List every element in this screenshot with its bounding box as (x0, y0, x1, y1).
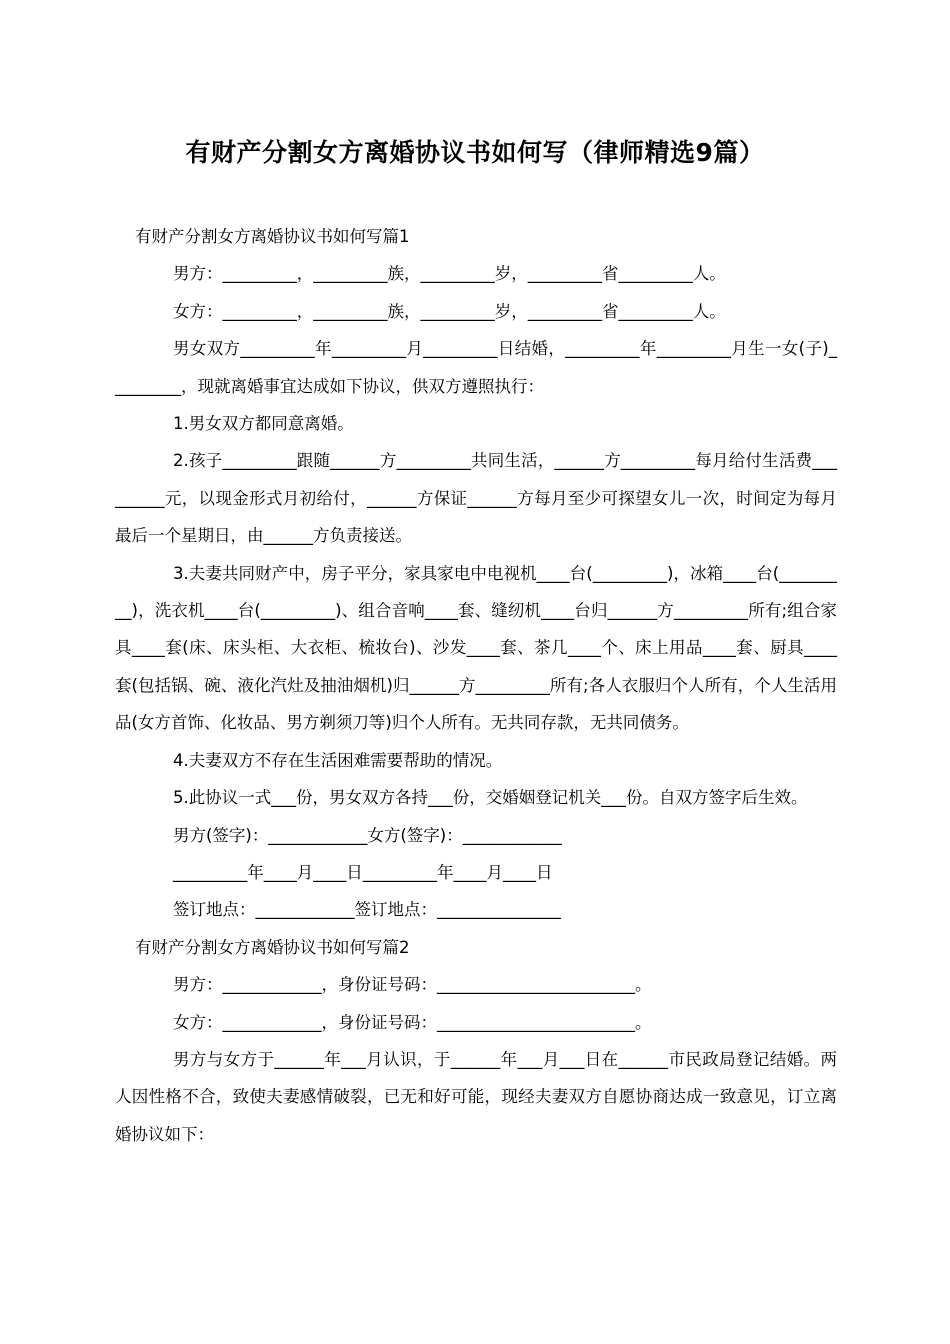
clause-4: 4.夫妻双方不存在生活困难需要帮助的情况。 (173, 750, 503, 770)
marriage-statement: 男女双方_________年_________月_________日结婚，_________年_________月生一女(子)_________，现就离婚事宜达成如下协议，供双方遵照执行： (115, 339, 837, 396)
clause-5: 5.此协议一式___份，男女双方各持___份，交婚姻登记机关___份。自双方签字后生效。 (173, 788, 808, 808)
document-body (115, 218, 837, 1153)
signature-line: 男方(签字)：____________女方(签字)：____________ (173, 825, 562, 845)
agreement-intro: 男方与女方于______年___月认识，于______年___月___日在______市民政局登记结婚。两人因性格不合，致使夫妻感情破裂，已无和好可能，现经夫妻双方自愿协商达成一致意见，订立离婚协议如下： (115, 1049, 837, 1144)
female-party-info: 女方：_________，_________族，_________岁，_________省_________人。 (173, 301, 726, 321)
clause-1: 1.男女双方都同意离婚。 (173, 414, 354, 434)
male-party-info: 男方：_________，_________族，_________岁，_________省_________人。 (173, 264, 726, 284)
document-title: 有财产分割女方离婚协议书如何写（律师精选9篇） (185, 138, 765, 167)
male-id-line: 男方：____________，身份证号码：________________________。 (173, 975, 652, 995)
section-heading-1: 有财产分割女方离婚协议书如何写篇1 (135, 227, 410, 246)
female-id-line: 女方：____________，身份证号码：________________________。 (173, 1012, 652, 1032)
clause-3: 3.夫妻共同财产中，房子平分，家具家电中电视机____台(_________)，冰箱____台(_________)，洗衣机____台(_________)、组合音响____套、缝纫机____台归______方_________所有;组合家具____套(床、床头柜、大衣柜、梳妆台)、沙发____套、茶几____个、床上用品____套、厨具____套(包括锅、碗、液化汽灶及抽油烟机)归______方_________所有;各人衣服归个人所有，个人生活用品(女方首饰、化妆品、男方剃须刀等)归个人所有。无共同存款，无共同债务。 (115, 563, 837, 733)
signing-place-line: 签订地点：____________签订地点：_______________ (173, 900, 561, 920)
section-heading-2: 有财产分割女方离婚协议书如何写篇2 (135, 937, 410, 957)
clause-2: 2.孩子_________跟随______方_________共同生活，______方_________每月给付生活费_________元，以现金形式月初给付，______方保证______方每月至少可探望女儿一次，时间定为每月最后一个星期日，由______方负责接送。 (115, 451, 837, 546)
date-line: _________年____月____日_________年____月____日 (173, 862, 553, 882)
